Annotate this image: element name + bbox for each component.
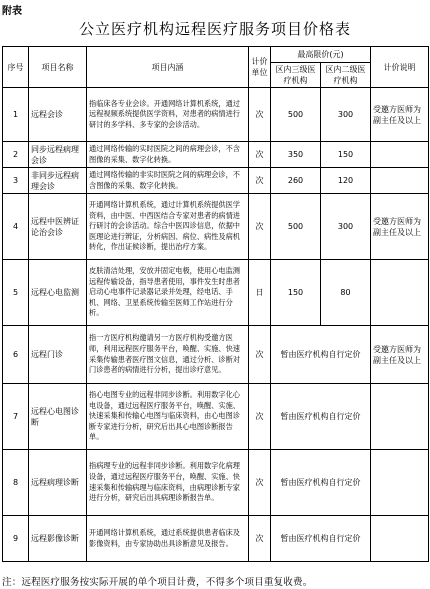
cell-remark xyxy=(371,450,429,516)
cell-price-district2: 80 xyxy=(321,260,371,326)
table-row xyxy=(3,384,429,450)
cell-unit: 次 xyxy=(249,142,271,168)
cell-remark xyxy=(371,260,429,326)
cell-name: 远程会诊 xyxy=(29,88,87,142)
cell-price-merged: 暂由医疗机构自行定价 xyxy=(271,516,371,562)
cell-remark xyxy=(371,384,429,450)
table-row xyxy=(3,516,429,562)
header-district2: 区内二级医疗机构 xyxy=(321,63,371,88)
cell-price-merged: 暂由医疗机构自行定价 xyxy=(271,450,371,516)
cell-content: 皮肤清洁处理，安放并固定电极，使用心电监测远程传输设备，指导患者使用，事件发生时患者启动心电事件记录器记录并处理，经电话、手机、网络、卫星系统传输至医师工作站进行分析。 xyxy=(87,260,249,326)
header-content: 项目内涵 xyxy=(87,47,249,88)
header-seq: 序号 xyxy=(3,47,29,88)
cell-remark: 受邀方医师为副主任及以上 xyxy=(371,326,429,384)
cell-price-district3: 150 xyxy=(271,260,321,326)
cell-name: 远程影像诊断 xyxy=(29,516,87,562)
cell-unit: 次 xyxy=(249,194,271,260)
cell-seq: 2 xyxy=(3,142,29,168)
header-unit: 计价单位 xyxy=(249,47,271,88)
table-row xyxy=(3,194,429,260)
cell-name: 远程病理诊断 xyxy=(29,450,87,516)
cell-content: 通过网络传输的非实时医院之间的病理会诊，不含图像的采集、数字化转换。 xyxy=(87,168,249,194)
cell-content: 指病理专业的远程非同步诊断。利用数字化病理设备，通过远程医疗服务平台，唤醒、实施、快速采集和传输病理与临床资料，由病理诊断专家进行分析，研究后出具病理诊断报告单。 xyxy=(87,450,249,516)
cell-unit: 次 xyxy=(249,88,271,142)
cell-price-district3: 500 xyxy=(271,88,321,142)
table-row xyxy=(3,260,429,326)
cell-remark xyxy=(371,168,429,194)
appendix-label: 附表 xyxy=(2,6,22,17)
table-row xyxy=(3,326,429,384)
cell-seq: 5 xyxy=(3,260,29,326)
price-table xyxy=(2,46,429,562)
cell-content: 开通网络计算机系统，通过系统提供患者临床及影像资料，由专家协助出具诊断意见及报告。 xyxy=(87,516,249,562)
cell-name: 同步远程病理会诊 xyxy=(29,142,87,168)
header-remark: 计价说明 xyxy=(371,47,429,88)
cell-remark xyxy=(371,142,429,168)
cell-seq: 7 xyxy=(3,384,29,450)
cell-unit: 次 xyxy=(249,384,271,450)
cell-unit: 次 xyxy=(249,516,271,562)
footnote: 注：远程医疗服务按实际开展的单个项目计费，不得多个项目重复收费。 xyxy=(2,577,313,588)
cell-price-merged: 暂由医疗机构自行定价 xyxy=(271,326,371,384)
cell-price-district3: 500 xyxy=(271,194,321,260)
cell-name: 远程门诊 xyxy=(29,326,87,384)
header-max-price: 最高限价(元) xyxy=(271,47,371,63)
cell-content: 开通网络计算机系统，通过计算机系统提供医学资料，由中医、中西医结合专家对患者的病情进行研讨的会诊活动。综合中医四诊信息，依据中医理论进行辨证，分析病因、病位、病性及病机转化，作出证候诊断，提出治疗方案。 xyxy=(87,194,249,260)
cell-name: 远程心电监测 xyxy=(29,260,87,326)
cell-name: 远程心电图诊断 xyxy=(29,384,87,450)
table-row xyxy=(3,450,429,516)
cell-content: 指一方医疗机构邀请另一方医疗机构受邀方医师，利用远程医疗服务平台，唤醒、实施、快速采集传输患者医疗图文信息，通过分析、诊断对门诊患者的病情进行分析，提出诊疗意见。 xyxy=(87,326,249,384)
cell-price-district2: 120 xyxy=(321,168,371,194)
cell-remark xyxy=(371,516,429,562)
cell-price-district3: 350 xyxy=(271,142,321,168)
cell-seq: 6 xyxy=(3,326,29,384)
cell-price-district2: 300 xyxy=(321,88,371,142)
cell-seq: 8 xyxy=(3,450,29,516)
cell-price-district3: 260 xyxy=(271,168,321,194)
cell-price-merged: 暂由医疗机构自行定价 xyxy=(271,384,371,450)
cell-seq: 1 xyxy=(3,88,29,142)
cell-name: 非同步远程病理会诊 xyxy=(29,168,87,194)
cell-unit: 日 xyxy=(249,260,271,326)
cell-seq: 3 xyxy=(3,168,29,194)
page-title: 公立医疗机构远程医疗服务项目价格表 xyxy=(78,20,351,38)
header-district3: 区内三级医疗机构 xyxy=(271,63,321,88)
cell-content: 指临床各专业会诊。开通网络计算机系统，通过远程视频系统提供医学资料，对患者的病情进行研讨的多学科、多专家的会诊活动。 xyxy=(87,88,249,142)
cell-price-district2: 150 xyxy=(321,142,371,168)
header-name: 项目名称 xyxy=(29,47,87,88)
cell-remark: 受邀方医师为副主任及以上 xyxy=(371,88,429,142)
cell-name: 远程中医辨证论治会诊 xyxy=(29,194,87,260)
cell-unit: 次 xyxy=(249,326,271,384)
cell-remark: 受邀方医师为副主任及以上 xyxy=(371,194,429,260)
cell-seq: 9 xyxy=(3,516,29,562)
cell-seq: 4 xyxy=(3,194,29,260)
table-row xyxy=(3,142,429,168)
table-row xyxy=(3,168,429,194)
table-row xyxy=(3,88,429,142)
cell-content: 通过网络传输的实时医院之间的病理会诊，不含图像的采集、数字化转换。 xyxy=(87,142,249,168)
cell-price-district2: 300 xyxy=(321,194,371,260)
cell-unit: 次 xyxy=(249,450,271,516)
cell-content: 指心电图专业的远程非同步诊断。利用数字化心电设备，通过远程医疗服务平台，唤醒、实施、快速采集和传输心电图与临床资料，由心电图诊断专家进行分析，研究后出具心电图诊断报告单。 xyxy=(87,384,249,450)
cell-unit: 次 xyxy=(249,168,271,194)
